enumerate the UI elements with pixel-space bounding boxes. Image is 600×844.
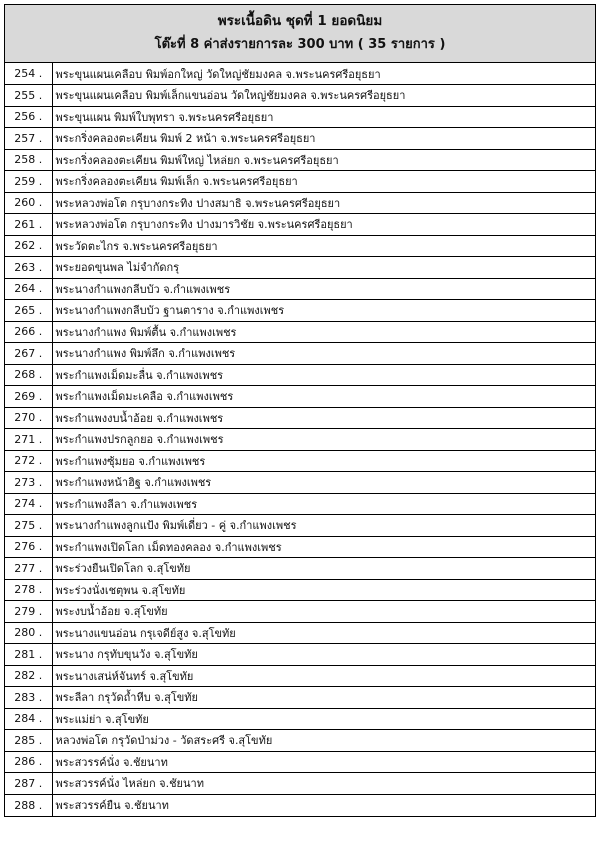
item-name: พระร่วงยืนเปิดโลก จ.สุโขทัย: [52, 558, 595, 580]
item-name: พระหลวงพ่อโต กรุบางกระทิง ปางมารวิชัย จ.พระนครศรีอยุธยา: [52, 214, 595, 236]
item-number: 271 .: [5, 429, 52, 451]
table-row: [5, 149, 595, 171]
table-row: [5, 343, 595, 365]
table-row: [5, 300, 595, 322]
item-number: 258 .: [5, 149, 52, 171]
item-name: พระแม่ย่า จ.สุโขทัย: [52, 708, 595, 730]
item-number: 287 .: [5, 773, 52, 795]
item-number: 277 .: [5, 558, 52, 580]
table-row: [5, 257, 595, 279]
table-row: [5, 515, 595, 537]
table-row: [5, 579, 595, 601]
table-row: [5, 601, 595, 623]
item-name: พระสวรรค์ยืน จ.ชัยนาท: [55, 799, 169, 812]
item-name: พระขุนแผนเคลือบ พิมพ์อกใหญ่ วัดใหญ่ชัยมงคล จ.พระนครศรีอยุธยา: [52, 63, 595, 85]
list-header: [5, 5, 595, 63]
item-name: พระขุนแผน พิมพ์ใบพุทรา จ.พระนครศรีอยุธยา: [52, 106, 595, 128]
item-name: พระกำแพงเม็ดมะเคลือ จ.กำแพงเพชร: [52, 386, 595, 408]
item-number: 255 .: [5, 85, 52, 107]
item-name: พระกำแพงลีลา จ.กำแพงเพชร: [52, 493, 595, 515]
table-row: [5, 773, 595, 795]
table-row: [5, 171, 595, 193]
item-number: 263 .: [5, 257, 52, 279]
table-row: [5, 85, 595, 107]
item-number: 260 .: [5, 192, 52, 214]
table-row: [5, 751, 595, 773]
list-subtitle: โต๊ะที่ 8 ค่าส่งรายการละ 300 บาท ( 35 รายการ ): [154, 37, 446, 52]
item-name: พระกำแพงเม็ดมะลื่น จ.กำแพงเพชร: [52, 364, 595, 386]
item-number: 280 .: [5, 622, 52, 644]
item-number: 276 .: [5, 536, 52, 558]
item-name: พระนางกำแพงกลีบบัว ฐานตาราง จ.กำแพงเพชร: [52, 300, 595, 322]
table-row: [5, 407, 595, 429]
item-number: 270 .: [5, 407, 52, 429]
item-number: 283 .: [5, 687, 52, 709]
item-name: พระร่วงนั่งเชตุพน จ.สุโขทัย: [52, 579, 595, 601]
table-row: [5, 730, 595, 752]
item-name: พระงบน้ำอ้อย จ.สุโขทัย: [52, 601, 595, 623]
item-number: 266 .: [5, 321, 52, 343]
item-name: พระนางแขนอ่อน กรุเจดีย์สูง จ.สุโขทัย: [52, 622, 595, 644]
item-number: 273 .: [5, 472, 52, 494]
item-number: 261 .: [5, 214, 52, 236]
item-name: พระนางกำแพง พิมพ์ตื้น จ.กำแพงเพชร: [52, 321, 595, 343]
amulet-table-body: [5, 63, 595, 816]
table-row: [5, 794, 595, 816]
item-number: 259 .: [5, 171, 52, 193]
item-number: 278 .: [5, 579, 52, 601]
item-number: 288 .: [5, 794, 52, 816]
item-number: 265 .: [5, 300, 52, 322]
item-name: พระกริ่งคลองตะเคียน พิมพ์ 2 หน้า จ.พระนครศรีอยุธยา: [52, 128, 595, 150]
amulet-table: [5, 63, 595, 816]
table-row: [5, 429, 595, 451]
table-row: [5, 493, 595, 515]
table-row: [5, 386, 595, 408]
table-row: [5, 644, 595, 666]
table-row: [5, 665, 595, 687]
item-name: หลวงพ่อโต กรุวัดป่าม่วง - วัดสระศรี จ.สุโขทัย: [52, 730, 595, 752]
item-name: พระลีลา กรุวัดถ้ำหีบ จ.สุโขทัย: [52, 687, 595, 709]
table-row: [5, 321, 595, 343]
item-number: 272 .: [5, 450, 52, 472]
table-row: [5, 558, 595, 580]
item-number: 279 .: [5, 601, 52, 623]
table-row: [5, 63, 595, 85]
item-name: พระนางกำแพงกลีบบัว จ.กำแพงเพชร: [52, 278, 595, 300]
table-row: [5, 235, 595, 257]
item-name: พระกำแพงหน้าฮิฐ จ.กำแพงเพชร: [52, 472, 595, 494]
item-number: 264 .: [5, 278, 52, 300]
item-number: 281 .: [5, 644, 52, 666]
item-name: พระยอดขุนพล ไม่จำกัดกรุ: [52, 257, 595, 279]
table-row: [5, 278, 595, 300]
item-name: พระนาง กรุทับขุนวัง จ.สุโขทัย: [52, 644, 595, 666]
item-number: 256 .: [5, 106, 52, 128]
item-number: 284 .: [5, 708, 52, 730]
table-row: [5, 472, 595, 494]
table-row: [5, 214, 595, 236]
item-name: พระกำแพงปรกลูกยอ จ.กำแพงเพชร: [52, 429, 595, 451]
table-row: [5, 708, 595, 730]
amulet-list-sheet: [4, 4, 596, 817]
item-name: พระขุนแผนเคลือบ พิมพ์เล็กแขนอ่อน วัดใหญ่ชัยมงคล จ.พระนครศรีอยุธยา: [52, 85, 595, 107]
item-name: พระนางกำแพงลูกแป้ง พิมพ์เดี่ยว - คู่ จ.กำแพงเพชร: [52, 515, 595, 537]
item-number: 257 .: [5, 128, 52, 150]
item-name: พระกริ่งคลองตะเคียน พิมพ์ใหญ่ ไหล่ยก จ.พระนครศรีอยุธยา: [52, 149, 595, 171]
item-number: 262 .: [5, 235, 52, 257]
table-row: [5, 192, 595, 214]
table-row: [5, 128, 595, 150]
item-name: พระหลวงพ่อโต กรุบางกระทิง ปางสมาธิ จ.พระนครศรีอยุธยา: [52, 192, 595, 214]
item-name: พระนางกำแพง พิมพ์ลึก จ.กำแพงเพชร: [52, 343, 595, 365]
table-row: [5, 106, 595, 128]
table-row: [5, 450, 595, 472]
item-name: พระวัดตะไกร จ.พระนครศรีอยุธยา: [52, 235, 595, 257]
table-row: [5, 536, 595, 558]
item-name: พระกำแพงเปิดโลก เม็ดทองคลอง จ.กำแพงเพชร: [52, 536, 595, 558]
list-title: พระเนื้อดิน ชุดที่ 1 ยอดนิยม: [217, 13, 383, 29]
item-number: 274 .: [5, 493, 52, 515]
item-number: 268 .: [5, 364, 52, 386]
item-number: 267 .: [5, 343, 52, 365]
item-number: 275 .: [5, 515, 52, 537]
item-name: พระนางเสน่ห์จันทร์ จ.สุโขทัย: [52, 665, 595, 687]
item-name: พระกำแพงงบน้ำอ้อย จ.กำแพงเพชร: [52, 407, 595, 429]
table-row: [5, 364, 595, 386]
item-number: 286 .: [5, 751, 52, 773]
item-name: พระกำแพงซุ้มยอ จ.กำแพงเพชร: [52, 450, 595, 472]
item-number: 269 .: [5, 386, 52, 408]
item-number: 254 .: [5, 63, 52, 85]
item-name: พระกริ่งคลองตะเคียน พิมพ์เล็ก จ.พระนครศรีอยุธยา: [52, 171, 595, 193]
item-number: 285 .: [5, 730, 52, 752]
table-row: [5, 687, 595, 709]
item-name: พระสวรรค์นั่ง ไหล่ยก จ.ชัยนาท: [52, 773, 595, 795]
item-name: พระสวรรค์นั่ง จ.ชัยนาท: [52, 751, 595, 773]
table-row: [5, 622, 595, 644]
item-number: 282 .: [5, 665, 52, 687]
